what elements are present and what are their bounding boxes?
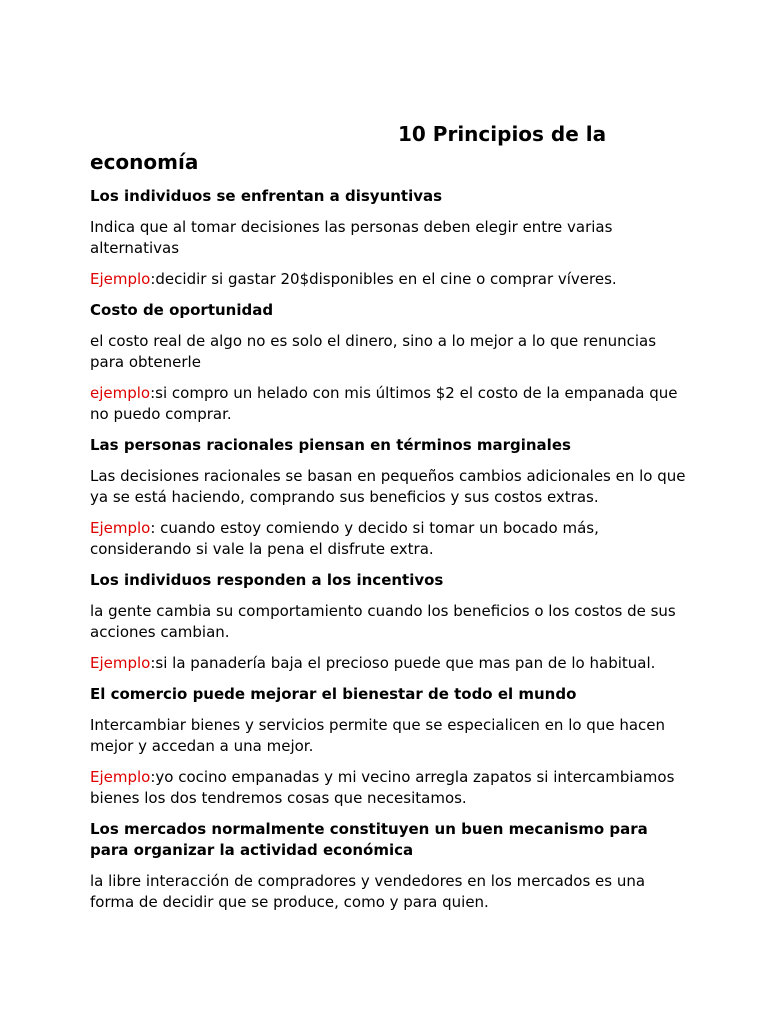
section-body: Intercambiar bienes y servicios permite que se especialicen en lo que hacen mejor y accedan a una mejor. (90, 716, 666, 755)
section-example (90, 383, 690, 425)
example-text: :si la panadería baja el precioso puede que mas pan de lo habitual. (150, 654, 656, 672)
section-body: Las decisiones racionales se basan en pequeños cambios adicionales en lo que ya se está haciendo, comprando sus beneficios y sus costos extras. (90, 467, 686, 506)
section-heading: Los individuos se enfrentan a disyuntivas (90, 187, 443, 205)
section-heading: Costo de oportunidad (90, 301, 274, 319)
example-text: :yo cocino empanadas y mi vecino arregla zapatos si intercambiamos bienes los dos tendremos cosas que necesitamos. (90, 768, 675, 807)
section-disyuntivas (90, 186, 690, 290)
section-example (90, 653, 690, 674)
example-label: Ejemplo (90, 519, 151, 537)
section-heading: Los mercados normalmente constituyen un buen mecanismo para para organizar la actividad económica (90, 820, 648, 859)
example-text: : cuando estoy comiendo y decido si tomar un bocado más, considerando si vale la pena el disfrute extra. (90, 519, 599, 558)
section-body: la libre interacción de compradores y vendedores en los mercados es una forma de decidir que se produce, como y para quien. (90, 872, 646, 911)
example-text: :decidir si gastar 20$disponibles en el cine o comprar víveres. (150, 270, 617, 288)
section-costo-oportunidad (90, 300, 690, 425)
document-title: 10 Principios de la economía (90, 122, 607, 174)
section-heading: Las personas racionales piensan en términos marginales (90, 436, 571, 454)
document-body (90, 186, 690, 923)
section-comercio (90, 684, 690, 809)
section-mercados (90, 819, 690, 913)
example-label: Ejemplo (90, 270, 151, 288)
section-body: Indica que al tomar decisiones las personas deben elegir entre varias alternativas (90, 218, 613, 257)
example-label: ejemplo (90, 384, 151, 402)
section-body: el costo real de algo no es solo el dinero, sino a lo mejor a lo que renuncias para obtenerle (90, 332, 657, 371)
section-example (90, 269, 690, 290)
section-heading: El comercio puede mejorar el bienestar de todo el mundo (90, 685, 577, 703)
section-heading: Los individuos responden a los incentivos (90, 571, 444, 589)
example-label: Ejemplo (90, 654, 151, 672)
section-marginales (90, 435, 690, 560)
section-body: la gente cambia su comportamiento cuando los beneficios o los costos de sus acciones cambian. (90, 602, 676, 641)
section-example (90, 518, 690, 560)
example-label: Ejemplo (90, 768, 151, 786)
section-example (90, 767, 690, 809)
example-text: :si compro un helado con mis últimos $2 el costo de la empanada que no puedo comprar. (90, 384, 678, 423)
section-incentivos (90, 570, 690, 674)
